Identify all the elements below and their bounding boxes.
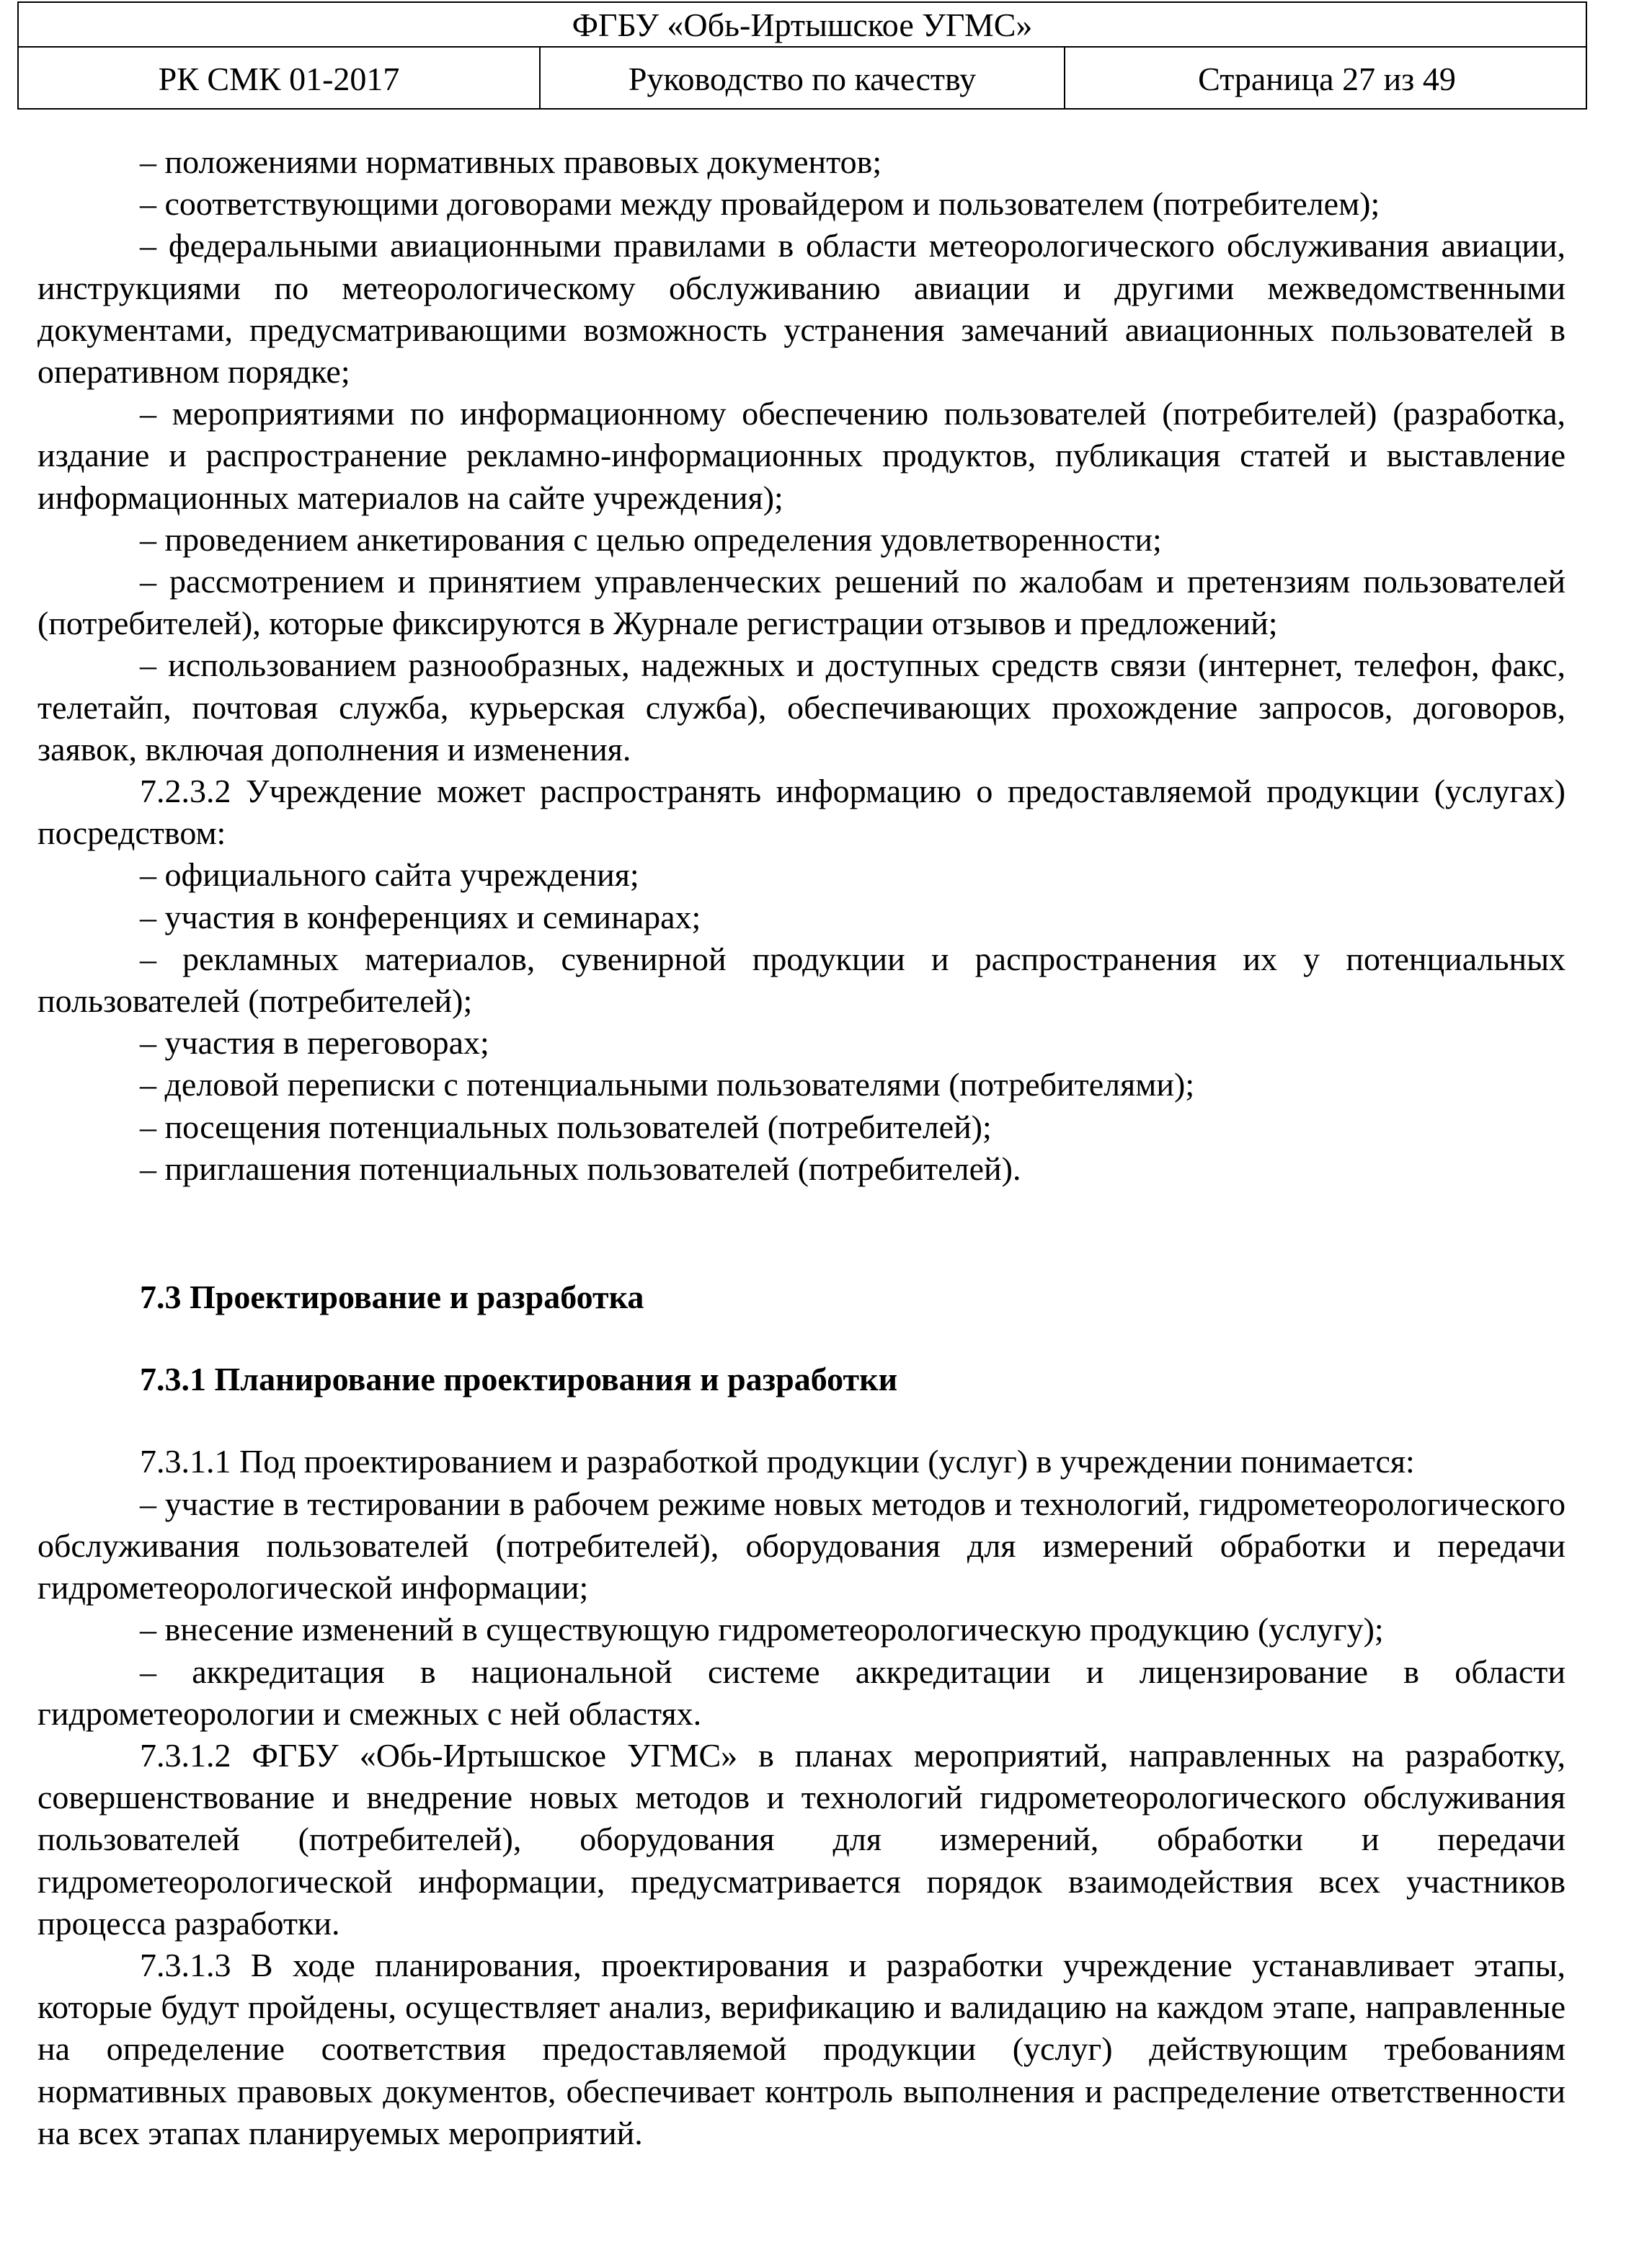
header-row [19,48,1586,110]
document-header [17,1,1587,110]
list-item: – рекламных материалов, сувенирной продукции и распространения их у потенциальных пользователей (потребителей); [37,940,1566,1020]
list-item: – внесение изменений в существующую гидрометеорологическую продукцию (услугу); [140,1611,1384,1648]
subsection-heading-7-3-1: 7.3.1 Планирование проектирования и разработки [140,1361,898,1398]
header-organization: ФГБУ «Обь-Иртышское УГМС» [19,3,1586,48]
paragraph-7-3-1-1: 7.3.1.1 Под проектированием и разработкой продукции (услуг) в учреждении понимается: [140,1443,1415,1480]
list-item: – аккредитация в национальной системе аккредитации и лицензирование в области гидрометеорологии и смежных с ней областях. [37,1653,1566,1732]
list-item: – рассмотрением и принятием управленческих решений по жалобам и претензиям пользователей (потребителей), которые фиксируются в Журнале регистрации отзывов и предложений; [37,563,1566,642]
list-item: – официального сайта учреждения; [140,856,639,894]
list-item: – участия в конференциях и семинарах; [140,898,701,936]
list-item: – участие в тестировании в рабочем режиме новых методов и технологий, гидрометеорологического обслуживания пользователей (потребителей), оборудования для измерений обработки и передачи гидрометеорологической информации; [37,1485,1566,1607]
list-item: – участия в переговорах; [140,1024,489,1062]
list-item: – посещения потенциальных пользователей (потребителей); [140,1108,992,1145]
list-item: – соответствующими договорами между провайдером и пользователем (потребителем); [140,185,1380,223]
section-heading-7-3: 7.3 Проектирование и разработка [140,1279,644,1316]
list-item: – федеральными авиационными правилами в области метеорологического обслуживания авиации, инструкциями по метеорологическому обслуживанию авиации и другими межведомственными документами, предусматривающими возможность устранения замечаний авиационных пользователей в оперативном порядке; [37,227,1566,391]
document-body [37,141,1566,2154]
paragraph-7-3-1-3: 7.3.1.3 В ходе планирования, проектирования и разработки учреждение устанавливает этапы, которые будут пройдены, осуществляет анализ, верификацию и валидацию на каждом этапе, направленные на определение соответствия предоставляемой продукции (услуг) действующим требованиям нормативных правовых документов, обеспечивает контроль выполнения и распределение ответственности на всех этапах планируемых мероприятий. [37,1946,1566,2151]
list-item: – проведением анкетирования с целью определения удовлетворенности; [140,520,1162,558]
header-doc-code: РК СМК 01-2017 [158,60,400,97]
header-page-number: Страница 27 из 49 [1064,48,1589,110]
header-doc-title: Руководство по качеству [539,48,1064,110]
list-item: – деловой переписки с потенциальными пользователями (потребителями); [140,1066,1195,1103]
list-item: – мероприятиями по информационному обеспечению пользователей (потребителей) (разработка, издание и распространение рекламно-информационных продуктов, публикация статей и выставление информационных материалов на сайте учреждения); [37,395,1566,516]
paragraph-7-2-3-2: 7.2.3.2 Учреждение может распространять информацию о предоставляемой продукции (услугах) посредством: [37,773,1566,852]
list-item: – положениями нормативных правовых документов; [140,143,882,180]
list-item: – использованием разнообразных, надежных и доступных средств связи (интернет, телефон, факс, телетайп, почтовая служба, курьерская служба), обеспечивающих прохождение запросов, договоров, заявок, включая дополнения и изменения. [37,646,1566,768]
list-item: – приглашения потенциальных пользователей (потребителей). [140,1150,1021,1187]
paragraph-7-3-1-2: 7.3.1.2 ФГБУ «Обь-Иртышское УГМС» в планах мероприятий, направленных на разработку, совершенствование и внедрение новых методов и технологий гидрометеорологического обслуживания пользователей (потребителей), оборудования для измерений, обработки и передачи гидрометеорологической информации, предусматривается порядок взаимодействия всех участников процесса разработки. [37,1736,1566,1942]
